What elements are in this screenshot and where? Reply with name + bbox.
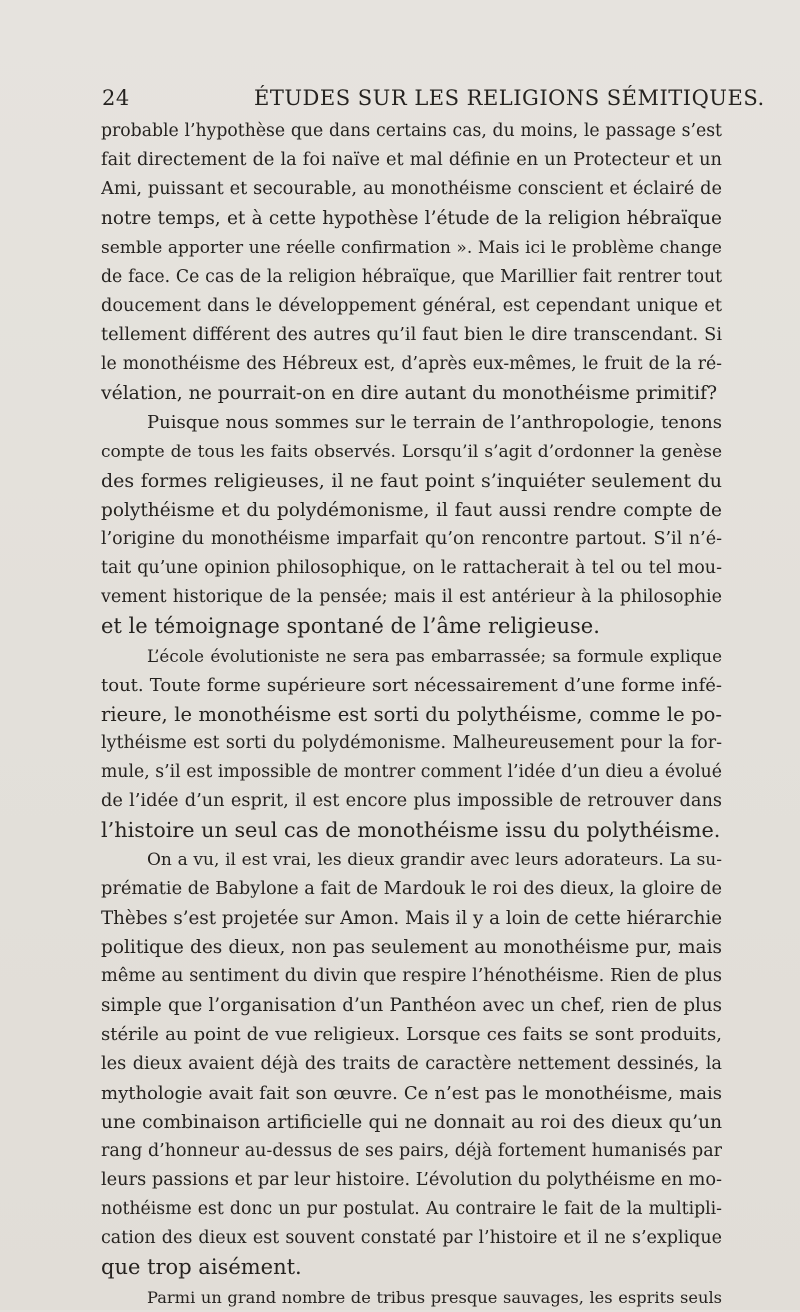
text-line: même au sentiment du divin que respire l’hénothéisme. Rien de plus: [101, 966, 722, 987]
text-line: cation des dieux est souvent constaté par l’histoire et il ne s’explique: [101, 1228, 722, 1249]
text-line: L’école évolutioniste ne sera pas embarrassée; sa formule explique: [147, 645, 722, 666]
running-title: ÉTUDES SUR LES RELIGIONS SÉMITIQUES.: [254, 86, 765, 110]
paragraph: [101, 642, 722, 846]
text-line: rieure, le monothéisme est sorti du polythéisme, comme le po-: [101, 702, 722, 726]
text-line: tait qu’une opinion philosophique, on le rattacherait à tel ou tel mou-: [101, 558, 722, 579]
page-number: 24: [102, 86, 130, 110]
text-line: une combinaison artificielle qui ne donnait au roi des dieux qu’un: [101, 1111, 722, 1133]
text-line: des formes religieuses, il ne faut point s’inquiéter seulement du: [101, 469, 722, 492]
text-line: semble apporter une réelle confirmation ». Mais ici le problème change: [101, 237, 722, 258]
text-line: Thèbes s’est projetée sur Amon. Mais il y a loin de cette hiérarchie: [101, 907, 722, 929]
text-line: polythéisme et du polydémonisme, il faut aussi rendre compte de: [101, 499, 722, 521]
text-line: l’histoire un seul cas de monothéisme issu du polythéisme.: [101, 818, 721, 843]
text-line: prématie de Babylone a fait de Mardouk le roi des dieux, la gloire de: [101, 878, 722, 899]
text-line: l’origine du monothéisme imparfait qu’on rencontre partout. S’il n’é-: [101, 528, 722, 549]
text-line: vélation, ne pourrait-on en dire autant du monothéisme primitif?: [101, 383, 718, 405]
text-line: mythologie avait fait son œuvre. Ce n’est pas le monothéisme, mais: [101, 1082, 722, 1104]
text-line: tellement différent des autres qu’il faut bien le dire transcendant. Si: [101, 324, 722, 345]
body-text: [101, 117, 722, 1312]
paragraph: [101, 846, 722, 1283]
text-line: politique des dieux, non pas seulement au monothéisme pur, mais: [101, 936, 722, 958]
text-line: nothéisme est donc un pur postulat. Au contraire le fait de la multipli-: [101, 1199, 722, 1220]
text-line: de l’idée d’un esprit, il est encore plus impossible de retrouver dans: [101, 791, 722, 812]
text-line: notre temps, et à cette hypothèse l’étude de la religion hébraïque: [101, 208, 722, 230]
text-line: tout. Toute forme supérieure sort nécessairement d’une forme infé-: [101, 674, 722, 696]
text-line: probable l’hypothèse que dans certains cas, du moins, le passage s’est: [101, 121, 722, 141]
text-line: leurs passions et par leur histoire. L’évolution du polythéisme en mo-: [101, 1170, 722, 1191]
text-line: que trop aisément.: [101, 1255, 302, 1280]
text-line: simple que l’organisation d’un Panthéon avec un chef, rien de plus: [101, 995, 722, 1017]
text-line: lythéisme est sorti du polydémonisme. Malheureusement pour la for-: [101, 732, 722, 753]
text-line: le monothéisme des Hébreux est, d’après eux-mêmes, le fruit de la ré-: [101, 354, 722, 375]
text-line: les dieux avaient déjà des traits de caractère nettement dessinés, la: [101, 1053, 722, 1074]
text-line: compte de tous les faits observés. Lorsqu’il s’agit d’ordonner la genèse: [101, 441, 722, 462]
running-head: [102, 86, 765, 116]
text-line: Puisque nous sommes sur le terrain de l’anthropologie, tenons: [147, 412, 722, 434]
text-line: fait directement de la foi naïve et mal définie en un Protecteur et un: [101, 150, 722, 171]
text-line: et le témoignage spontané de l’âme religieuse.: [101, 614, 600, 639]
text-line: On a vu, il est vrai, les dieux grandir avec leurs adorateurs. La su-: [147, 849, 722, 870]
text-line: Parmi un grand nombre de tribus presque sauvages, les esprits seuls: [147, 1287, 722, 1307]
text-line: rang d’honneur au-dessus de ses pairs, déjà fortement humanisés par: [101, 1140, 722, 1161]
paragraph: [101, 1283, 722, 1312]
text-line: vement historique de la pensée; mais il est antérieur à la philosophie: [101, 587, 722, 608]
text-line: Ami, puissant et secourable, au monothéisme conscient et éclairé de: [101, 179, 722, 200]
text-line: de face. Ce cas de la religion hébraïque, que Marillier fait rentrer tout: [101, 266, 722, 287]
paragraph: [101, 408, 722, 641]
paragraph: [101, 117, 722, 408]
text-line: stérile au point de vue religieux. Lorsque ces faits se sont produits,: [101, 1024, 722, 1046]
text-line: mule, s’il est impossible de montrer comment l’idée d’un dieu a évolué: [101, 762, 722, 783]
text-line: doucement dans le développement général, est cependant unique et: [101, 295, 722, 316]
